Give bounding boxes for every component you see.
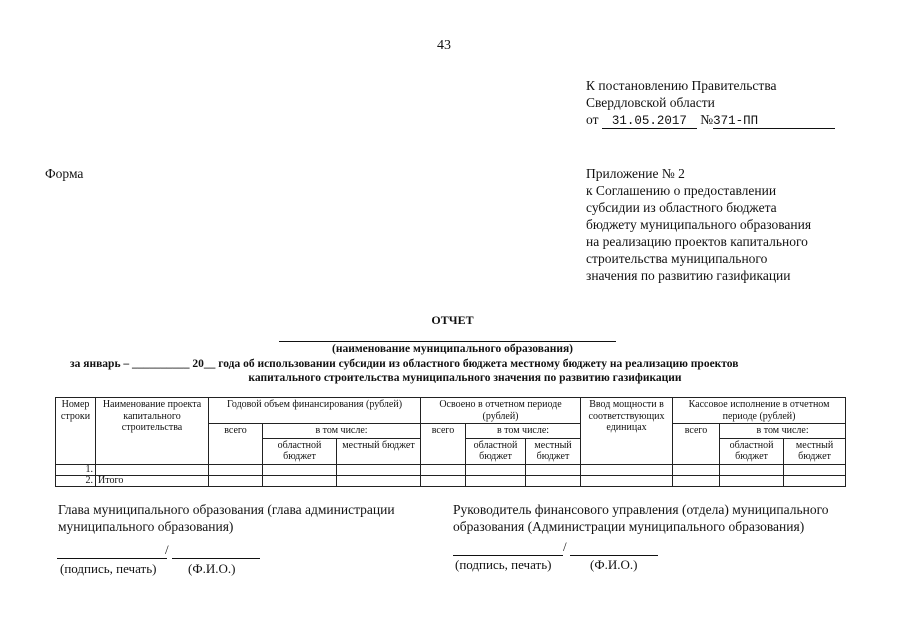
header-capacity: Ввод мощности в соответствующих единицах <box>581 398 673 465</box>
appendix-line: значения по развитию газификации <box>586 268 791 283</box>
resolution-line-2: Свердловской области <box>586 95 715 110</box>
value-cell <box>720 475 784 486</box>
header-regional-budget: областной бюджет <box>466 438 526 464</box>
header-including: в том числе: <box>466 424 581 439</box>
header-local-budget: местный бюджет <box>526 438 581 464</box>
value-cell <box>209 464 263 475</box>
value-cell <box>263 475 337 486</box>
left-signature-slash: / <box>165 542 169 557</box>
value-cell <box>337 475 421 486</box>
row-number-cell: 1. <box>56 464 96 475</box>
right-name-caption: (Ф.И.О.) <box>590 557 638 572</box>
head-signature-title: Глава муниципального образования (глава администрации муниципального образования) <box>58 502 395 534</box>
value-cell <box>466 464 526 475</box>
value-cell <box>209 475 263 486</box>
right-signature-slash: / <box>563 539 567 554</box>
right-signature-line <box>453 555 563 556</box>
header-cash-execution: Кассовое исполнение в отчетном периоде (рублей) <box>673 398 846 424</box>
value-cell <box>421 475 466 486</box>
value-cell <box>526 475 581 486</box>
row-number-cell: 2. <box>56 475 96 486</box>
value-cell <box>581 464 673 475</box>
row-name-cell <box>96 464 209 475</box>
value-cell <box>673 464 720 475</box>
report-title: ОТЧЕТ <box>431 313 474 327</box>
value-cell <box>337 464 421 475</box>
right-sign-caption: (подпись, печать) <box>455 557 552 572</box>
header-total: всего <box>421 424 466 465</box>
appendix-line: Приложение № 2 <box>586 166 685 181</box>
value-cell <box>526 464 581 475</box>
page-number: 43 <box>437 38 451 53</box>
header-total: всего <box>209 424 263 465</box>
date-prefix: от <box>586 112 599 127</box>
report-period-line-2: капитального строительства муниципального значения по развитию газификации <box>248 372 682 384</box>
report-table <box>55 397 846 487</box>
header-regional-budget: областной бюджет <box>720 438 784 464</box>
appendix-line: на реализацию проектов капитального <box>586 234 808 249</box>
header-including: в том числе: <box>720 424 846 439</box>
left-name-caption: (Ф.И.О.) <box>188 561 236 576</box>
header-mastered: Освоено в отчетном периоде (рублей) <box>421 398 581 424</box>
appendix-line: бюджету муниципального образования <box>586 217 812 232</box>
resolution-line-1: К постановлению Правительства <box>586 78 777 93</box>
left-name-line <box>172 558 260 559</box>
appendix-block <box>586 165 886 284</box>
table-row <box>56 464 846 475</box>
value-cell <box>466 475 526 486</box>
left-signature-line <box>57 558 167 559</box>
header-local-budget: местный бюджет <box>337 438 421 464</box>
resolution-date: 31.05.2017 <box>602 114 697 129</box>
appendix-line: строительства муниципального <box>586 251 768 266</box>
resolution-date-line <box>586 111 886 129</box>
value-cell <box>263 464 337 475</box>
value-cell <box>784 475 846 486</box>
right-name-line <box>570 555 658 556</box>
table-row <box>56 475 846 486</box>
header-total: всего <box>673 424 720 465</box>
value-cell <box>421 464 466 475</box>
municipality-name-line <box>279 341 616 342</box>
resolution-number: 371-ПП <box>713 114 835 129</box>
appendix-line: субсидии из областного бюджета <box>586 200 777 215</box>
municipality-name-caption: (наименование муниципального образования) <box>331 343 573 355</box>
finance-signature-title: Руководитель финансового управления (отдела) муниципального образования (Администрации муниципального образования) <box>453 502 829 534</box>
header-including: в том числе: <box>263 424 421 439</box>
report-period <box>70 357 860 385</box>
value-cell <box>720 464 784 475</box>
value-cell <box>784 464 846 475</box>
value-cell <box>581 475 673 486</box>
report-period-line-1: за январь – __________ 20__ года об использовании субсидии из областного бюджета местному бюджету на реализацию проектов <box>70 358 739 370</box>
row-name-cell: Итого <box>96 475 209 486</box>
header-regional-budget: областной бюджет <box>263 438 337 464</box>
number-prefix: № <box>700 112 714 127</box>
header-project-name: Наименование проекта капитального строительства <box>96 398 209 465</box>
header-row-number: Номер строки <box>56 398 96 465</box>
header-local-budget: местный бюджет <box>784 438 846 464</box>
form-label: Форма <box>45 166 84 181</box>
resolution-header <box>586 77 886 129</box>
left-sign-caption: (подпись, печать) <box>60 561 157 576</box>
header-annual-financing: Годовой объем финансирования (рублей) <box>209 398 421 424</box>
value-cell <box>673 475 720 486</box>
appendix-line: к Соглашению о предоставлении <box>586 183 777 198</box>
